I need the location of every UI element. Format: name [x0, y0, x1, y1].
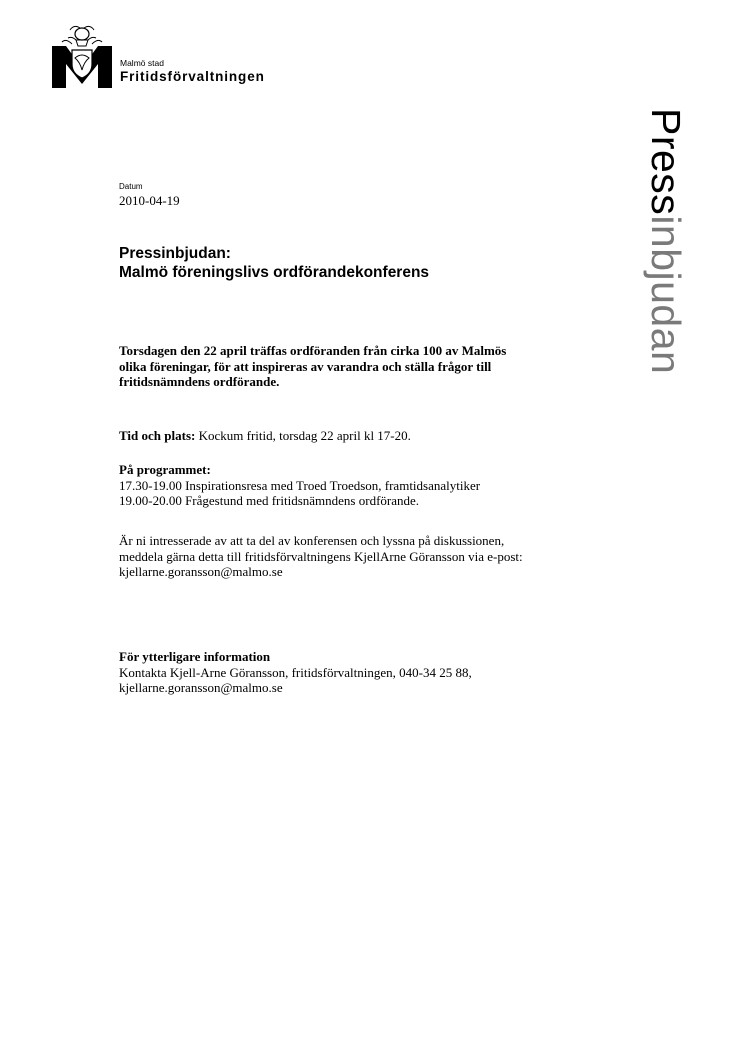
program-item: 19.00-20.00 Frågestund med fritidsnämndens ordförande. [119, 493, 420, 509]
side-label-part1: Press [643, 108, 689, 216]
contact-line-1: Kontakta Kjell-Arne Göransson, fritidsförvaltningen, 040-34 25 88, [119, 664, 472, 680]
invitation-line-1: Är ni intresserade av att ta del av konferensen och lyssna på diskussionen, [119, 533, 505, 548]
lead-line-1: Torsdagen den 22 april träffas ordföranden från cirka 100 av Malmös [119, 343, 507, 358]
department-name: Fritidsförvaltningen [120, 69, 265, 84]
invitation-line-2: meddela gärna detta till fritidsförvaltningens KjellArne Göransson via e-post: [119, 548, 523, 564]
contact-label: För ytterligare information [119, 649, 271, 664]
lead-line-2: olika föreningar, för att inspireras av varandra och ställa frågor till [119, 358, 492, 374]
contact-section [119, 649, 472, 696]
organization-header [120, 58, 265, 85]
document-type-label [643, 108, 689, 375]
date-caption: Datum [119, 182, 143, 191]
page-title [119, 244, 429, 282]
contact-email[interactable]: kjellarne.goransson@malmo.se [119, 680, 283, 696]
invitation-paragraph [119, 533, 589, 580]
malmo-stad-logo [52, 24, 112, 88]
time-place-paragraph [119, 428, 411, 444]
lead-line-3: fritidsnämndens ordförande. [119, 374, 280, 390]
time-place-text: Kockum fritid, torsdag 22 april kl 17-20. [195, 428, 411, 443]
program-item: 17.30-19.00 Inspirationsresa med Troed Troedson, framtidsanalytiker [119, 477, 481, 493]
date-value: 2010-04-19 [119, 193, 180, 208]
side-label-part2: inbjudan [643, 215, 689, 375]
lead-paragraph [119, 343, 589, 390]
city-name: Malmö stad [120, 58, 164, 68]
invitation-email[interactable]: kjellarne.goransson@malmo.se [119, 564, 283, 580]
time-place-label: Tid och plats: [119, 428, 196, 443]
program-section [119, 462, 480, 509]
program-label: På programmet: [119, 462, 211, 477]
title-line-2: Malmö föreningslivs ordförandekonferens [119, 264, 430, 281]
title-line-1: Pressinbjudan: [119, 245, 231, 262]
